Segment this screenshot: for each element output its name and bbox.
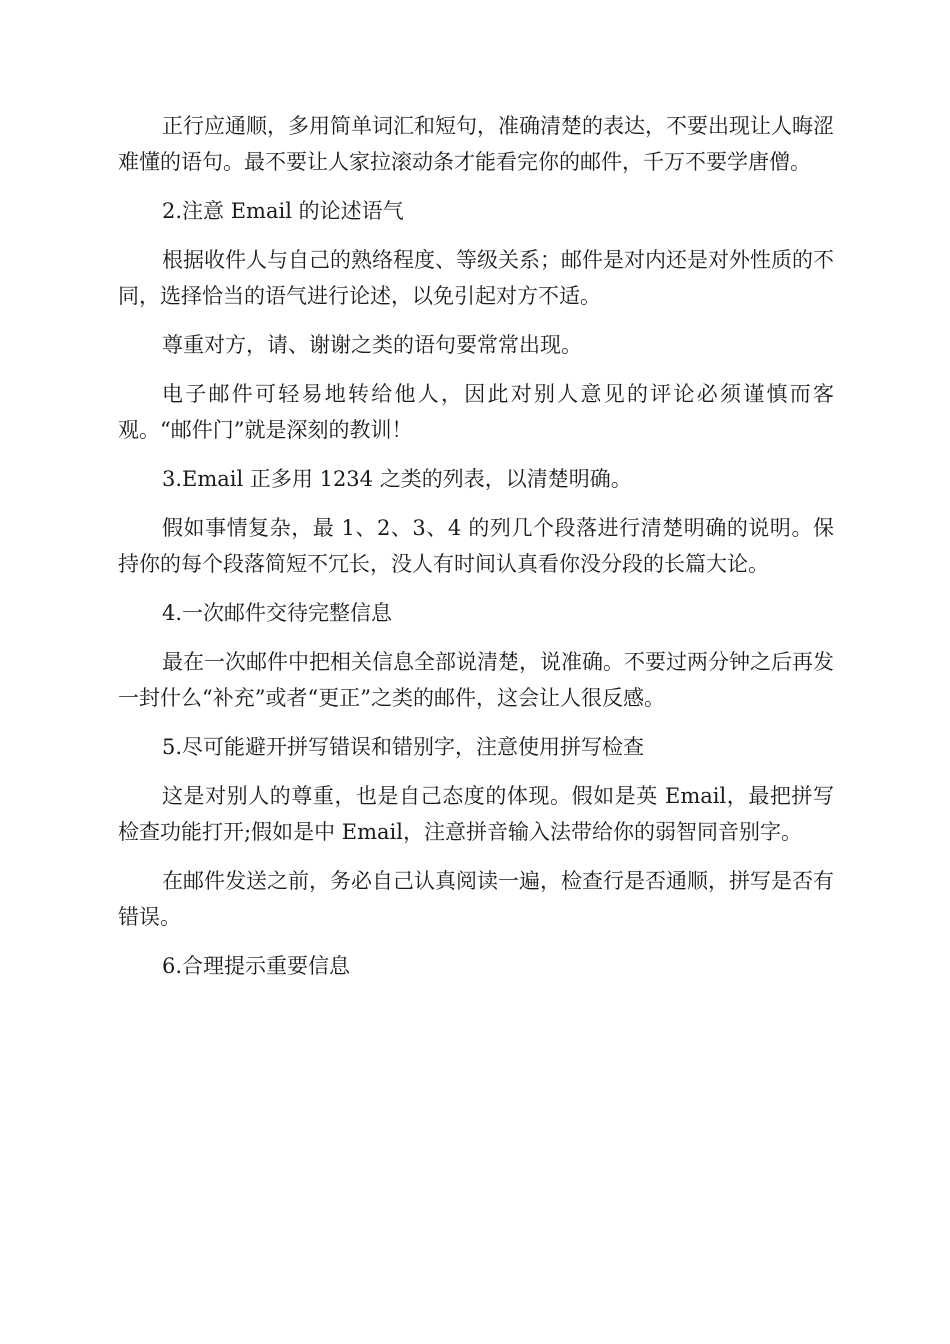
- paragraph-body-4: 电子邮件可轻易地转给他人，因此对别人意见的评论必须谨慎而客观。“邮件门”就是深刻的教训！: [118, 382, 834, 442]
- document-page: [118, 108, 834, 997]
- section-heading-6: 6.合理提示重要信息: [162, 954, 351, 978]
- paragraph-body-8: 在邮件发送之前，务必自己认真阅读一遍，检查行是否通顺，拼写是否有错误。: [118, 869, 834, 929]
- paragraph-body-6: 最在一次邮件中把相关信息全部说清楚，说准确。不要过两分钟之后再发一封什么“补充”或者“更正”之类的邮件，这会让人很反感。: [118, 650, 834, 710]
- paragraph-body-2: 根据收件人与自己的熟络程度、等级关系；邮件是对内还是对外性质的不同，选择恰当的语气进行论述，以免引起对方不适。: [118, 248, 834, 308]
- paragraph-body-7: 这是对别人的尊重，也是自己态度的体现。假如是英 Email，最把拼写检查功能打开;假如是中 Email，注意拼音输入法带给你的弱智同音别字。: [118, 784, 834, 844]
- paragraph-body-5: 假如事情复杂，最 1、2、3、4 的列几个段落进行清楚明确的说明。保持你的每个段落简短不冗长，没人有时间认真看你没分段的长篇大论。: [118, 516, 834, 576]
- paragraph-body-1: 正行应通顺，多用简单词汇和短句，准确清楚的表达，不要出现让人晦涩难懂的语句。最不要让人家拉滚动条才能看完你的邮件，千万不要学唐僧。: [118, 114, 834, 174]
- section-heading-3: 3.Email 正多用 1234 之类的列表，以清楚明确。: [162, 467, 632, 491]
- paragraph-body-3: 尊重对方，请、谢谢之类的语句要常常出现。: [162, 333, 582, 357]
- section-heading-4: 4.一次邮件交待完整信息: [162, 601, 393, 625]
- section-heading-2: 2.注意 Email 的论述语气: [162, 199, 404, 223]
- section-heading-5: 5.尽可能避开拼写错误和错别字，注意使用拼写检查: [162, 735, 645, 759]
